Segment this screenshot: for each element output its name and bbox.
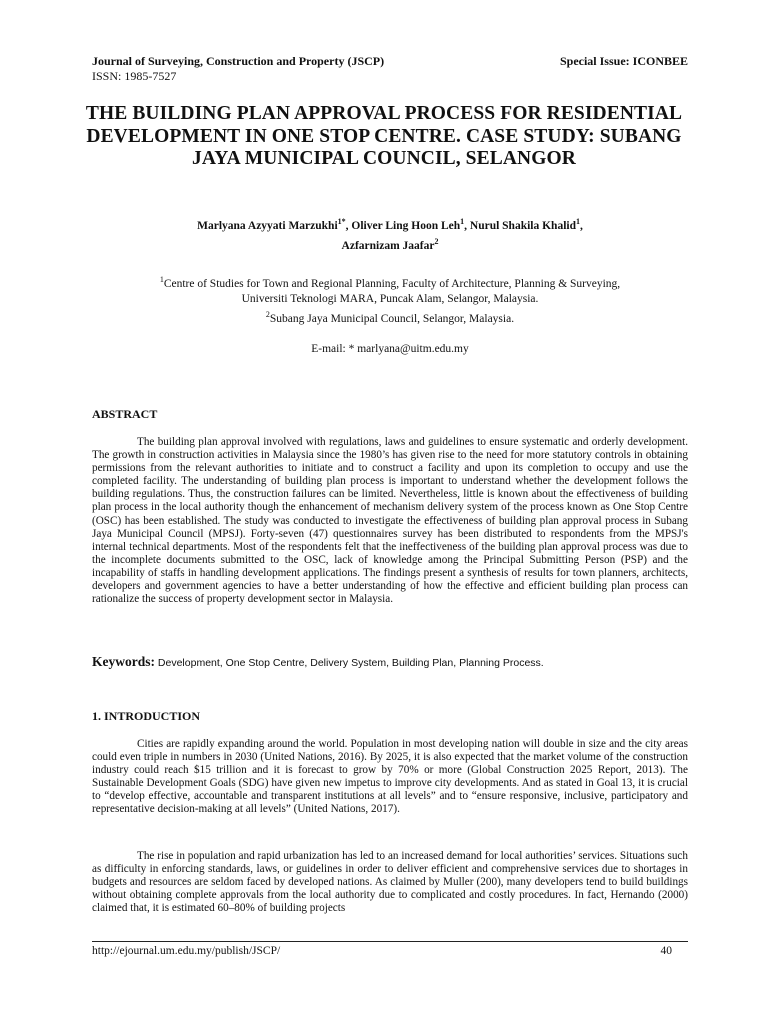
author-4: Azfarnizam Jaafar$^2$ xyxy=(341,236,439,252)
contact-email: E-mail: * marlyana@uitm.edu.my xyxy=(311,343,469,355)
running-header xyxy=(92,54,688,68)
introduction-paragraph-1: Cities are rapidly expanding around the world. Population in most developing nation will double in size and the city areas could even triple in numbers in 2030 (United Nations, 2016). By 2025, it is also expected that the market volume of the construction industry could reach $15 trillion and it is forecast to grow by 70% or more (Global Construction 2025 Report, 2013). The Sustainable Development Goals (SDG) have given new impetus to improve city developments. And as stated in Goal 13, it is crucial to “develop effective, accountable and transparent institutions at all levels” and to “ensure responsive, inclusive, participatory and representative decision-making at all levels” (United Nations, 2017). xyxy=(92,738,688,816)
paper-title: THE BUILDING PLAN APPROVAL PROCESS FOR RESIDENTIAL DEVELOPMENT IN ONE STOP CENTRE. CASE STUDY: SUBANG JAYA MUNICIPAL COUNCIL, SELANGOR xyxy=(85,103,683,169)
author-2: Oliver Ling Hoon Leh$^1$, xyxy=(351,217,470,232)
journal-name: Journal of Surveying, Construction and Property (JSCP) xyxy=(92,54,385,68)
footer-url: http://ejournal.um.edu.my/publish/JSCP/ xyxy=(92,945,281,957)
introduction-heading: 1. INTRODUCTION xyxy=(92,709,201,723)
footer-divider xyxy=(92,941,688,942)
introduction-paragraph-2: The rise in population and rapid urbanization has led to an increased demand for local authorities’ services. Situations such as difficulty in enforcing standards, laws, or guidelines in order to deliver efficient and comprehensive services due to shortages in budgets and resources are seldom faced by developed nations. As claimed by Muller (200), many developers tend to build buildings without obtaining complete approvals from the local authority due to complicated and costly procedures. In fact, Hernando (2000) claimed that, it is estimated 60–80% of building projects xyxy=(92,850,688,915)
affiliation-1-cont: Universiti Teknologi MARA, Puncak Alam, Selangor, Malaysia. xyxy=(241,292,539,305)
page-number: 40 xyxy=(660,945,672,957)
abstract-text: The building plan approval involved with regulations, laws and guidelines to ensure systematic and orderly development. The growth in construction activities in Malaysia since the 1980’s has given rise to the need for more statutory controls in obtaining permissions from the relevant authorities to initiate and to construct a facility and upon its completion to occupy and use the completed facility. The understanding of building plan process is important to understand whether the development follows the building regulations. Thus, the construction failures can be limited. Nevertheless, little is known about the effectiveness of building plan process in the local authority though the enhancement of mechanism delivery system of the process known as One Stop Centre (OSC) has been established. The study was conducted to investigate the effectiveness of building plan approval process in Subang Jaya Municipal Council (MPSJ). Forty-seven (47) questionnaires survey has been distributed to respondents from the MPSJ's internal technical departments. Most of the respondents felt that the ineffectiveness of the building plan approval process was due to the incomplete documents submitted to the OSC, lack of knowledge among the Principal Submitting Person (PSP) and the incapability of staffs in handling development applications. The findings present a synthesis of results for town planners, architects, developers and government agencies to have a better understanding of how the effective and efficient building plan process can rationalize the success of property development sector in Malaysia. xyxy=(92,436,688,606)
affiliation-1: $^1$Centre of Studies for Town and Regional Planning, Faculty of Architecture, Planning & Surveying, xyxy=(159,275,621,290)
keywords xyxy=(92,654,688,671)
special-issue: Special Issue: ICONBEE xyxy=(559,54,688,68)
issn: ISSN: 1985-7527 xyxy=(92,69,177,83)
author-list xyxy=(92,214,688,254)
author-1: Marlyana Azyyati Marzukhi$^{1*}$, xyxy=(197,217,352,232)
keywords-list: Development, One Stop Centre, Delivery System, Building Plan, Planning Process. xyxy=(157,657,544,669)
abstract-heading: ABSTRACT xyxy=(92,407,158,421)
author-3: Nurul Shakila Khalid$^1$, xyxy=(469,217,583,232)
affiliations xyxy=(92,272,688,327)
keywords-label: Keywords: xyxy=(92,654,155,669)
affiliation-2: $^2$Subang Jaya Municipal Council, Selangor, Malaysia. xyxy=(265,309,515,325)
